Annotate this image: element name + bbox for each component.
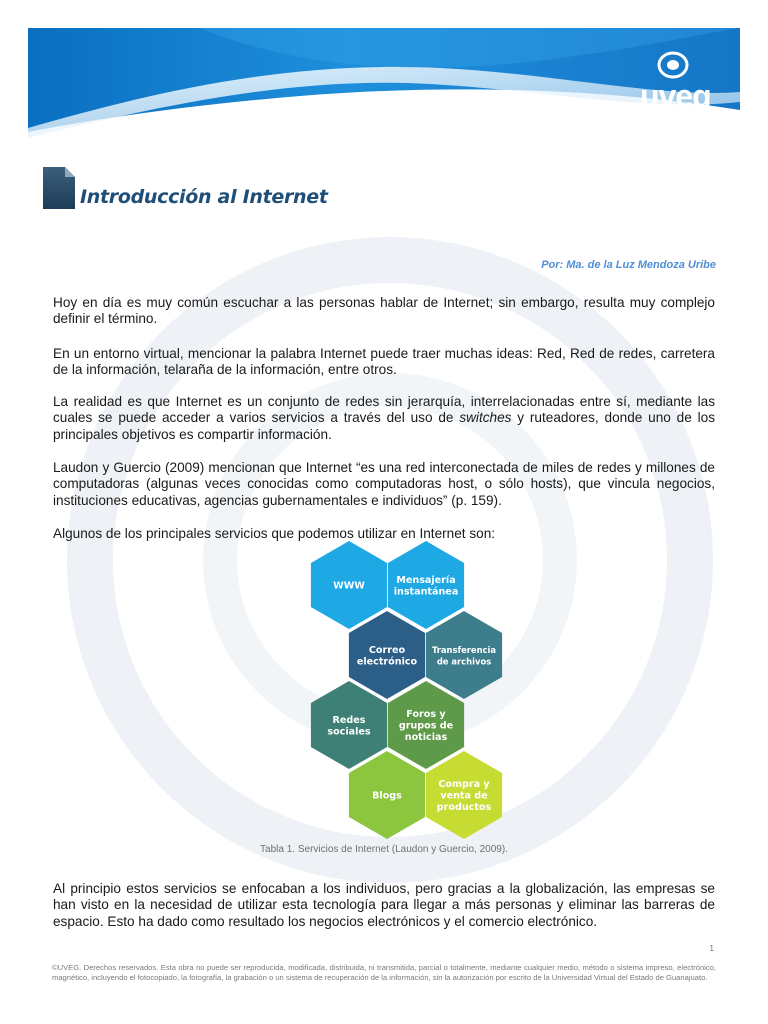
page-number: 1 [709,944,714,953]
hex-label-line: Transferencia [431,644,497,655]
author-line: Por: Ma. de la Luz Mendoza Uribe [541,259,716,271]
hex-label-line: noticias [404,732,448,743]
hex-label-line: WWW [333,580,365,592]
hex-foros [388,681,464,769]
hex-label-line: Foros y [406,709,446,720]
hex-label-line: instantánea [393,586,459,598]
paragraph-3-text-a: La realidad es que Internet es un conjunto de redes sin jerarquía, interrelacionadas entre sí, mediante las cuales se puede acceder a varios servicios a través del uso de [53,394,715,426]
figure-caption: Tabla 1. Servicios de Internet (Laudon y Guercio, 2009). [260,844,508,855]
paragraph-3 [53,394,715,443]
hex-label-line: venta de [440,790,488,802]
paragraph-3-italic: switches [459,410,512,426]
hex-label-line: de archivos [436,656,492,667]
hex-label-line: Compra y [438,779,490,790]
hex-correo [349,611,425,699]
copyright-footer: ©UVEG. Derechos reservados. Esta obra no puede ser reproducida, modificada, distribuida, ni transmitida, parcial o totalmente, mediante cualquier medio, método o sistema impreso, electrónico, magnético, incluyendo el fotocopiado, la fotografía, la grabación o un sistema de recuperación de la información, sin la autorización por escrito de la Universidad Virtual del Estado de Guanajuato. [52,963,716,982]
hex-blogs [349,751,425,839]
paragraph-6: Al principio estos servicios se enfocaban a los individuos, pero gracias a la globalización, las empresas se han visto en la necesidad de utilizar esta tecnología para llegar a más personas y eliminar las barreras de espacio. Esto ha dado como resultado los negocios electrónicos y el comercio electrónico. [53,881,715,929]
hex-www-label [333,581,365,592]
hex-redes [311,681,387,769]
hex-label-line: grupos de [398,720,454,732]
hex-foros-label [399,709,454,743]
hex-label-line: electrónico [356,656,418,668]
hex-mensajeria [388,541,464,629]
hex-label-line: Blogs [372,790,402,802]
paragraph-5: Algunos de los principales servicios que podemos utilizar en Internet son: [53,526,496,541]
paragraph-3-text-b: y ruteadores, donde uno de los principales objetivos es compartir información. [53,410,715,442]
hex-compra-label [437,779,492,813]
hex-mensajeria-label [394,574,459,598]
logo-wordmark: uveg [640,78,711,114]
page-title: Introducción al Internet [80,186,328,208]
hex-transferencia-shape [426,611,502,699]
logo-emblem-icon [656,50,690,80]
hex-blogs-label [372,791,402,802]
hex-transferencia [426,611,502,699]
paragraph-4: Laudon y Guercio (2009) mencionan que Internet “es una red interconectada de miles de redes y millones de computadoras (algunas veces conocidas como computadoras host, o sólo hosts), que vincula negocios, instituciones educativas, agencias gubernamentales e individuos” (p. 159). [53,460,715,508]
hex-transferencia-label [432,645,496,667]
hex-www [311,541,387,629]
hex-label-line: Correo [368,644,406,656]
paragraph-2: En un entorno virtual, mencionar la palabra Internet puede traer muchas ideas: Red, Red de redes, carretera de la información, telaraña de la información, entre otros. [53,346,715,378]
document-icon [43,167,75,209]
hex-label-line: sociales [327,726,371,738]
hex-label-line: Redes [332,714,366,726]
hex-compra [426,751,502,839]
hex-label-line: Mensajería [396,574,456,586]
hex-redes-label [327,715,371,738]
paragraph-1: Hoy en día es muy común escuchar a las personas hablar de Internet; sin embargo, resulta muy complejo definir el término. [53,295,715,327]
logo-subtitle: Universidad Virtual del Estado de Guanajuato [674,116,720,124]
hex-label-line: productos [436,802,492,813]
uveg-logo [636,50,720,124]
internet-services-diagram [300,538,520,840]
